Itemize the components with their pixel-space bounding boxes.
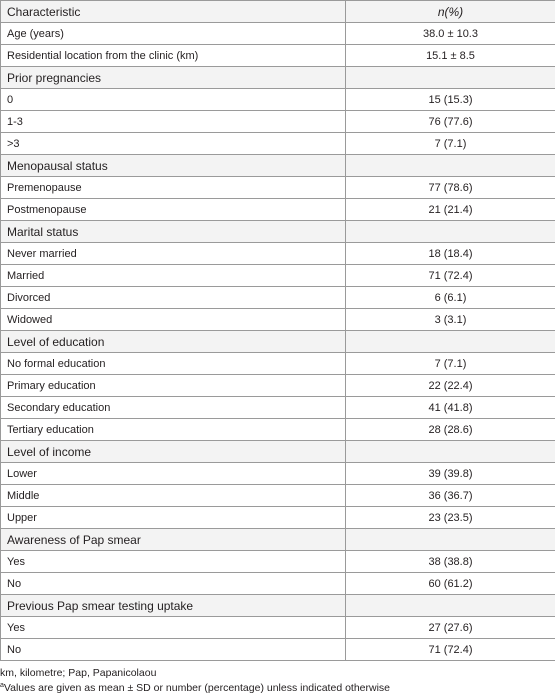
characteristic-cell: Premenopause — [1, 177, 346, 199]
value-cell: 71 (72.4) — [346, 639, 555, 661]
value-cell: 41 (41.8) — [346, 397, 555, 419]
value-cell: 23 (23.5) — [346, 507, 555, 529]
section-header-row — [1, 441, 555, 463]
value-cell: 27 (27.6) — [346, 617, 555, 639]
value-cell: 36 (36.7) — [346, 485, 555, 507]
section-value-cell — [346, 67, 555, 89]
characteristic-cell: No — [1, 639, 346, 661]
characteristic-cell: Widowed — [1, 309, 346, 331]
value-cell: 71 (72.4) — [346, 265, 555, 287]
characteristic-cell: Secondary education — [1, 397, 346, 419]
table-row — [1, 199, 555, 221]
characteristic-cell: Never married — [1, 243, 346, 265]
section-value-cell — [346, 529, 555, 551]
table-row — [1, 375, 555, 397]
table-row — [1, 309, 555, 331]
table-row — [1, 133, 555, 155]
table-row — [1, 265, 555, 287]
value-cell: 18 (18.4) — [346, 243, 555, 265]
value-cell: 21 (21.4) — [346, 199, 555, 221]
value-cell: 15 (15.3) — [346, 89, 555, 111]
characteristic-cell: Upper — [1, 507, 346, 529]
section-value-cell — [346, 595, 555, 617]
section-label: Previous Pap smear testing uptake — [1, 595, 346, 617]
section-value-cell — [346, 331, 555, 353]
characteristic-cell: >3 — [1, 133, 346, 155]
value-cell: 28 (28.6) — [346, 419, 555, 441]
table-row — [1, 111, 555, 133]
section-label: Menopausal status — [1, 155, 346, 177]
characteristic-cell: Age (years) — [1, 23, 346, 45]
table-row — [1, 397, 555, 419]
table-row — [1, 243, 555, 265]
value-cell: 3 (3.1) — [346, 309, 555, 331]
value-cell: 76 (77.6) — [346, 111, 555, 133]
table-row — [1, 287, 555, 309]
value-cell: 60 (61.2) — [346, 573, 555, 595]
section-value-cell — [346, 221, 555, 243]
section-value-cell — [346, 155, 555, 177]
section-value-cell — [346, 441, 555, 463]
value-cell: 7 (7.1) — [346, 133, 555, 155]
value-cell: 22 (22.4) — [346, 375, 555, 397]
table-row — [1, 639, 555, 661]
table-row — [1, 419, 555, 441]
table-row — [1, 551, 555, 573]
characteristic-cell: Postmenopause — [1, 199, 346, 221]
value-cell: 38 (38.8) — [346, 551, 555, 573]
column-header-value: n(%) — [346, 1, 555, 23]
characteristic-cell: Residential location from the clinic (km) — [1, 45, 346, 67]
characteristic-cell: 1-3 — [1, 111, 346, 133]
section-header-row — [1, 595, 555, 617]
table-row — [1, 507, 555, 529]
table-header-row — [1, 1, 555, 23]
characteristic-cell: Married — [1, 265, 346, 287]
section-header-row — [1, 67, 555, 89]
value-cell: 77 (78.6) — [346, 177, 555, 199]
values-note — [0, 681, 555, 696]
table-row — [1, 463, 555, 485]
characteristic-cell: Lower — [1, 463, 346, 485]
characteristic-cell: Tertiary education — [1, 419, 346, 441]
section-header-row — [1, 155, 555, 177]
section-label: Awareness of Pap smear — [1, 529, 346, 551]
table-row — [1, 23, 555, 45]
section-label: Marital status — [1, 221, 346, 243]
section-header-row — [1, 331, 555, 353]
table-row — [1, 617, 555, 639]
table-row — [1, 485, 555, 507]
characteristic-cell: 0 — [1, 89, 346, 111]
value-cell: 6 (6.1) — [346, 287, 555, 309]
section-header-row — [1, 221, 555, 243]
table-row — [1, 353, 555, 375]
value-cell: 39 (39.8) — [346, 463, 555, 485]
characteristic-cell: Yes — [1, 551, 346, 573]
table-row — [1, 45, 555, 67]
characteristic-cell: Divorced — [1, 287, 346, 309]
table-row — [1, 89, 555, 111]
abbreviations-note: km, kilometre; Pap, Papanicolaou — [0, 667, 157, 679]
characteristic-cell: No — [1, 573, 346, 595]
characteristic-cell: Yes — [1, 617, 346, 639]
section-label: Prior pregnancies — [1, 67, 346, 89]
characteristic-cell: Middle — [1, 485, 346, 507]
footnote-marker: a — [0, 682, 4, 689]
table-row — [1, 177, 555, 199]
value-cell: 38.0 ± 10.3 — [346, 23, 555, 45]
section-label: Level of income — [1, 441, 346, 463]
value-cell: 7 (7.1) — [346, 353, 555, 375]
section-label: Level of education — [1, 331, 346, 353]
characteristic-cell: No formal education — [1, 353, 346, 375]
table-footnotes — [0, 666, 555, 696]
section-header-row — [1, 529, 555, 551]
characteristic-cell: Primary education — [1, 375, 346, 397]
values-note-text: Values are given as mean ± SD or number (percentage) unless indicated otherwise — [3, 682, 391, 694]
value-cell: 15.1 ± 8.5 — [346, 45, 555, 67]
table-row — [1, 573, 555, 595]
table-body — [1, 23, 555, 661]
column-header-characteristic: Characteristic — [1, 1, 346, 23]
